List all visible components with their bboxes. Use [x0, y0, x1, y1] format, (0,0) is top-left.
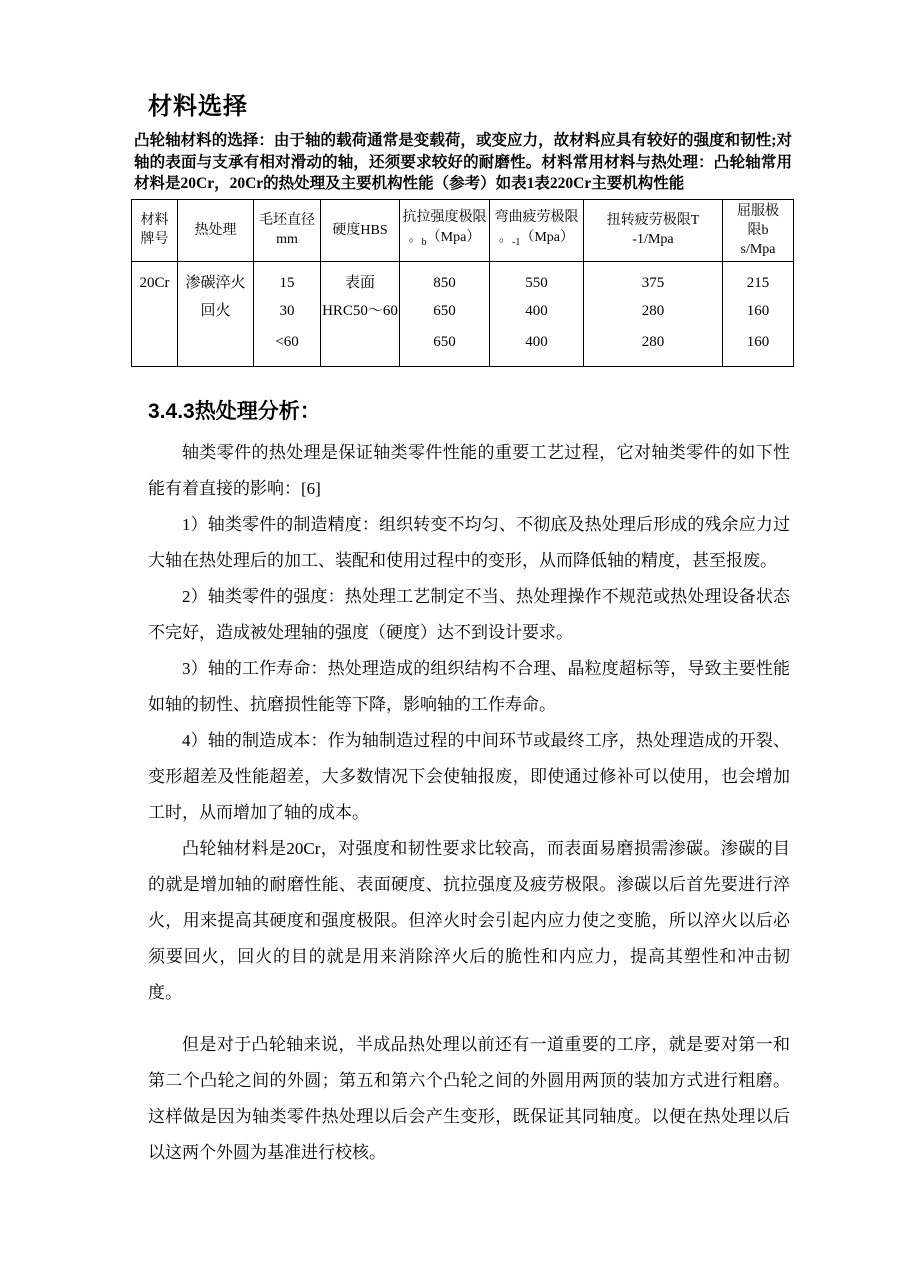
table-header-cell: 抗拉强度极限 。$_b$（Mpa）: [400, 199, 490, 261]
table-body: [132, 261, 794, 366]
table-cell: 15 30 <60: [254, 261, 321, 366]
paragraph: 3）轴的工作寿命：热处理造成的组织结构不合理、晶粒度超标等，导致主要性能如轴的韧性、抗磨损性能等下降，影响轴的工作寿命。: [148, 658, 790, 714]
table-header-cell: 硬度HBS: [321, 199, 400, 261]
table-cell: 850 650 650: [400, 261, 490, 366]
table-cell: 渗碳淬火 回火: [178, 261, 254, 366]
table-header-cell: 弯曲疲劳极限 。$_{-1}$（Mpa）: [490, 199, 584, 261]
table-header-cell: 毛坯直径 mm: [254, 199, 321, 261]
table-cell: 表面 HRC50～60: [321, 261, 400, 366]
table-row: [132, 199, 794, 261]
table-cell: 550 400 400: [490, 261, 584, 366]
table-header-cell: 屈服极 限b s/Mpa: [723, 199, 794, 261]
paragraph: 1）轴类零件的制造精度：组织转变不均匀、不彻底及热处理后形成的残余应力过大轴在热处理后的加工、装配和使用过程中的变形，从而降低轴的精度，甚至报废。: [148, 514, 790, 570]
paragraph: 轴类零件的热处理是保证轴类零件性能的重要工艺过程，它对轴类零件的如下性能有着直接的影响：[6]: [148, 442, 790, 498]
table-cell: 215 160 160: [723, 261, 794, 366]
sigma-symbol: 。: [498, 229, 512, 245]
material-properties-table: [131, 199, 794, 367]
table-header-row: [132, 199, 794, 261]
table-header-cell: 扭转疲劳极限T -1/Mpa: [584, 199, 723, 261]
paragraph: 凸轮轴材料是20Cr，对强度和韧性要求比较高，而表面易磨损需渗碳。渗碳的目的就是增加轴的耐磨性能、表面硬度、抗拉强度及疲劳极限。渗碳以后首先要进行淬火，用来提高其硬度和强度极限。但淬火时会引起内应力使之变脆，所以淬火以后必须要回火，回火的目的就是用来消除淬火后的脆性和内应力，提高其塑性和冲击韧度。: [148, 838, 790, 1002]
page-title: 材料选择: [148, 94, 248, 120]
table-header-cell: 材料 牌号: [132, 199, 178, 261]
section-body: [148, 435, 790, 1171]
intro-paragraph: 凸轮轴材料的选择：由于轴的载荷通常是变载荷，或变应力，故材料应具有较好的强度和韧性;对轴的表面与支承有相对滑动的轴，还须要求较好的耐磨性。材料常用材料与热处理：凸轮轴常用材料是20Cr，20Cr的热处理及主要机构性能（参考）如表1表220Cr主要机构性能: [134, 132, 792, 192]
paragraph: 但是对于凸轮轴来说，半成品热处理以前还有一道重要的工序，就是要对第一和第二个凸轮之间的外圆；第五和第六个凸轮之间的外圆用两顶的装加方式进行粗磨。这样做是因为轴类零件热处理以后会产生变形，既保证其同轴度。以便在热处理以后以这两个外圆为基准进行校核。: [148, 1034, 790, 1162]
table-row: [132, 261, 794, 366]
table-cell: 20Cr: [132, 261, 178, 366]
paragraph: 4）轴的制造成本：作为轴制造过程的中间环节或最终工序，热处理造成的开裂、变形超差及性能超差，大多数情况下会使轴报废，即使通过修补可以使用，也会增加工时，从而增加了轴的成本。: [148, 730, 790, 822]
table-cell: 375 280 280: [584, 261, 723, 366]
table-header-cell: 热处理: [178, 199, 254, 261]
paragraph: 2）轴类零件的强度：热处理工艺制定不当、热处理操作不规范或热处理设备状态不完好，造成被处理轴的强度（硬度）达不到设计要求。: [148, 586, 790, 642]
sigma-symbol: 。: [408, 229, 422, 245]
section-heading: 3.4.3热处理分析：: [148, 399, 321, 423]
